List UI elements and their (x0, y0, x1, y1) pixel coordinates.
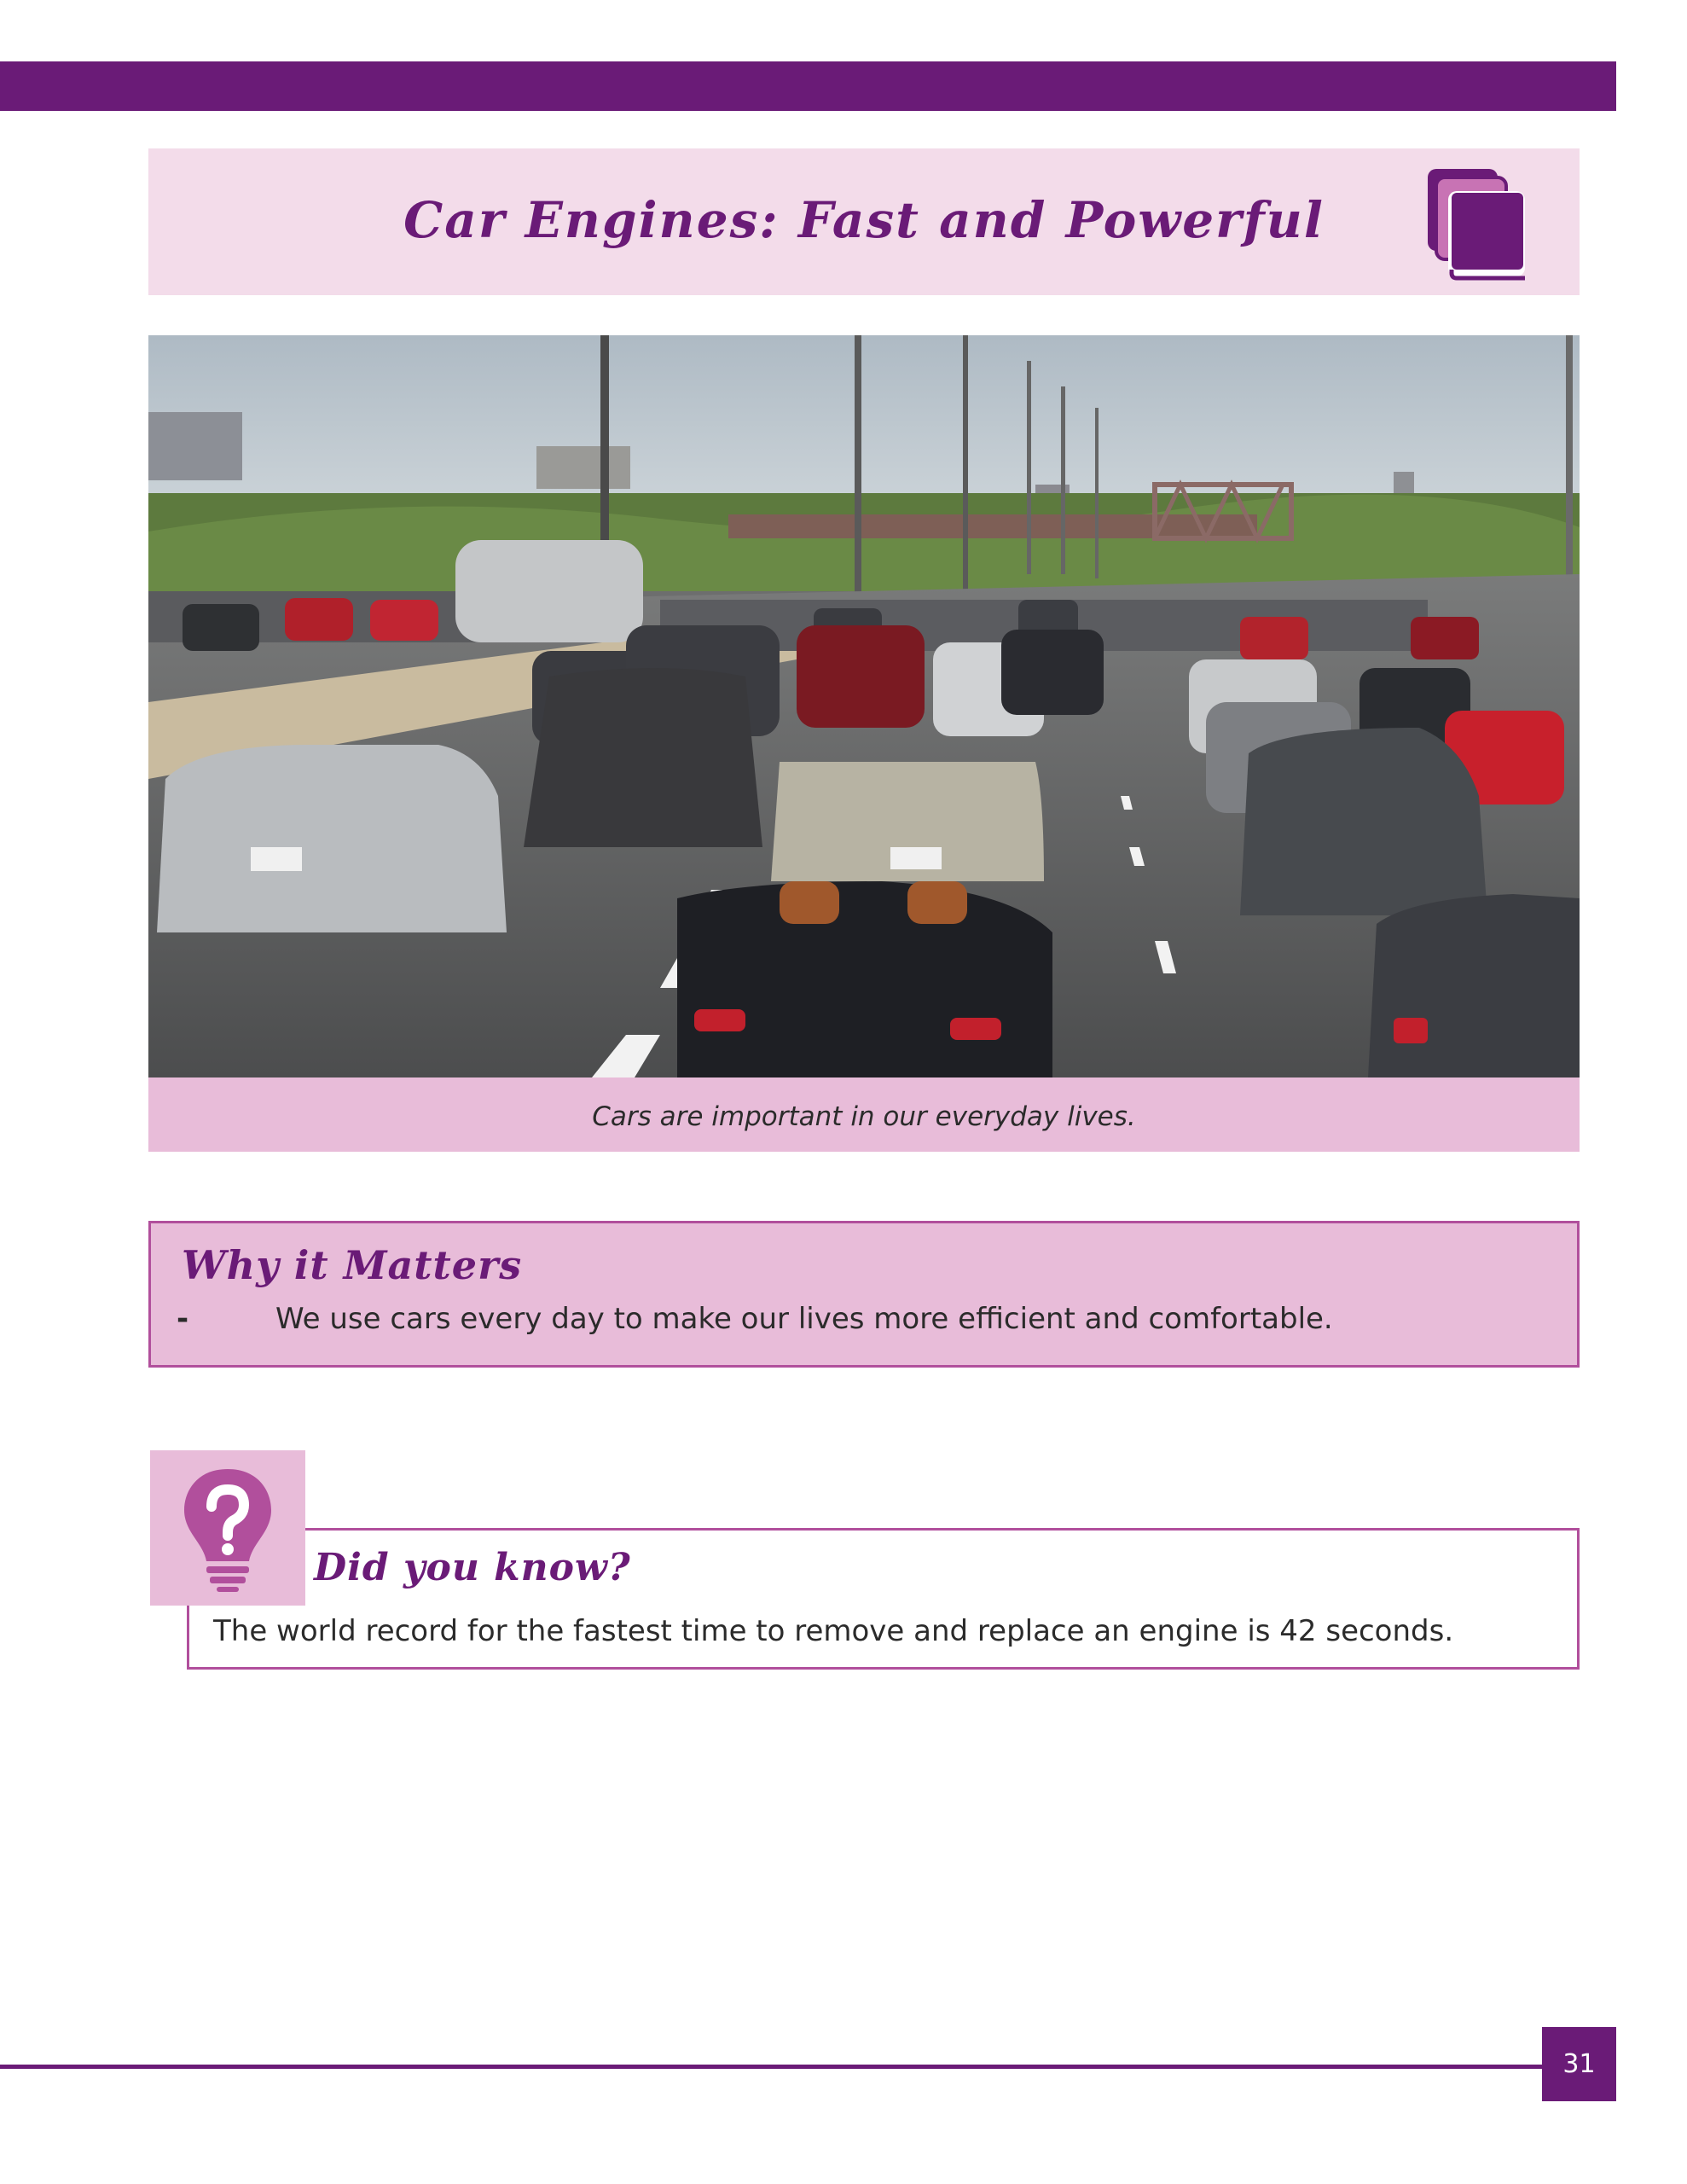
why-it-matters-box (148, 1221, 1580, 1368)
book-stack-icon (1424, 166, 1532, 282)
bullet-marker: - (177, 1302, 189, 1336)
did-you-know-heading: Did you know? (314, 1546, 631, 1589)
title-banner (148, 148, 1580, 295)
top-header-bar (0, 61, 1616, 111)
did-you-know-text: The world record for the fastest time to remove and replace an engine is 42 seconds. (213, 1614, 1454, 1648)
page-number: 31 (1562, 2049, 1596, 2079)
lightbulb-question-icon (150, 1450, 305, 1606)
page-number-badge (1542, 2027, 1616, 2101)
photo-caption-bar (148, 1077, 1580, 1152)
highway-traffic-photo (148, 335, 1580, 1077)
footer-rule (0, 2065, 1544, 2069)
photo-caption: Cars are important in our everyday lives. (592, 1101, 1136, 1132)
page-title: Car Engines: Fast and Powerful (403, 191, 1325, 249)
did-you-know-icon-box (150, 1450, 305, 1606)
why-it-matters-heading: Why it Matters (182, 1242, 523, 1288)
why-it-matters-text: We use cars every day to make our lives more efficient and comfortable. (275, 1302, 1333, 1336)
